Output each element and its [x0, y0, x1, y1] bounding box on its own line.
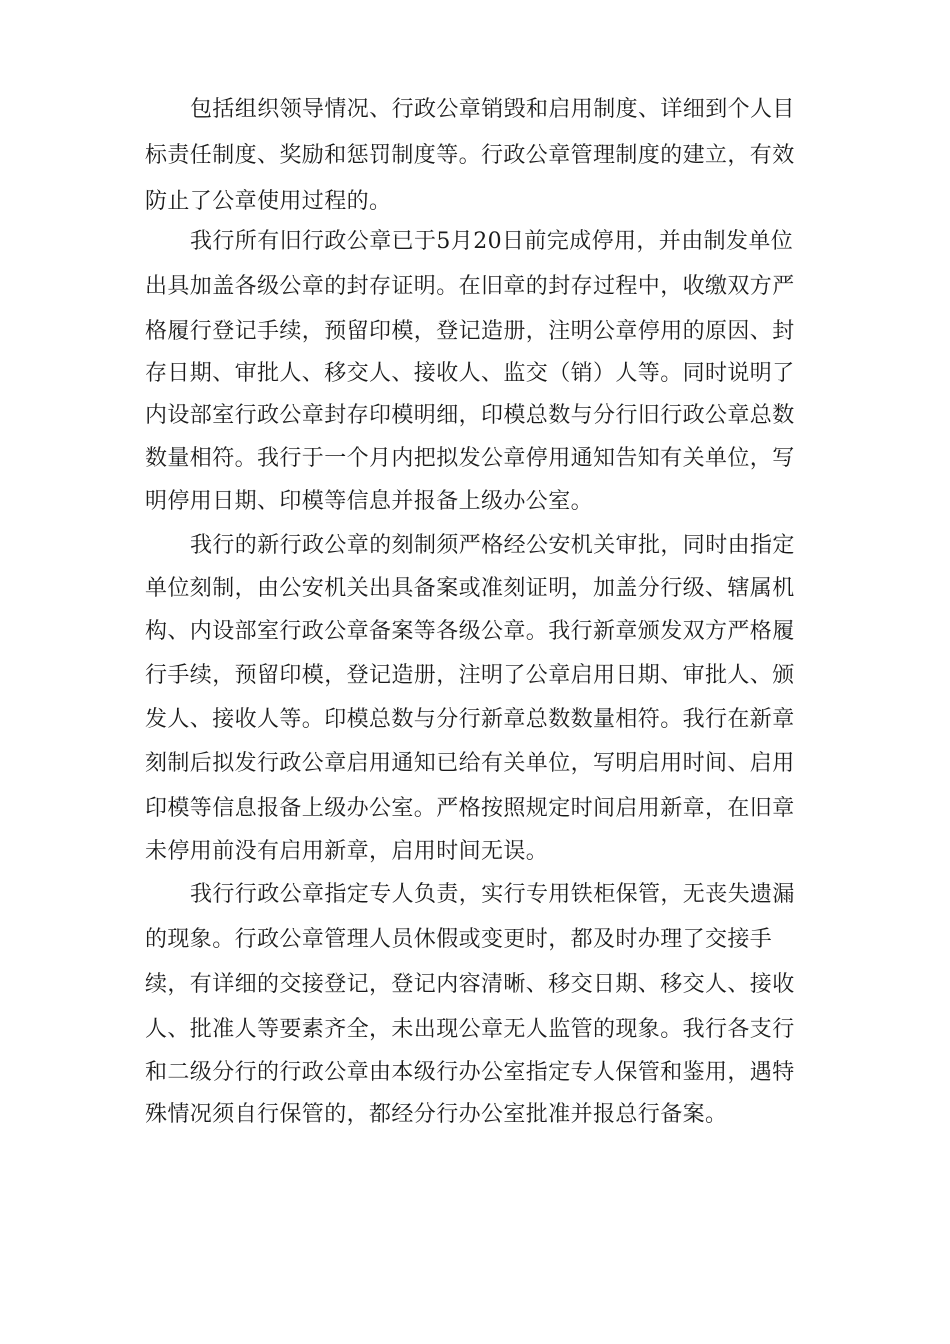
text-line: 构、内设部室行政公章备案等各级公章。我行新章颁发双方严格履 — [145, 619, 795, 644]
text-line: 印模等信息报备上级办公室。严格按照规定时间启用新章，在旧章 — [145, 796, 795, 821]
text-line: 未停用前没有启用新章，启用时间无误。 — [145, 839, 549, 864]
text-line: 殊情况须自行保管的，都经分行办公室批准并报总行备案。 — [145, 1102, 728, 1127]
text-line: 防止了公章使用过程的。 — [145, 189, 392, 214]
text-line: 行手续，预留印模，登记造册，注明了公章启用日期、审批人、颁 — [145, 663, 795, 688]
text-line: 我行所有旧行政公章已于5月20日前完成停用，并由制发单位 — [190, 229, 794, 254]
text-line: 我行的新行政公章的刻制须严格经公安机关审批，同时由指定 — [190, 533, 795, 558]
text-line: 续，有详细的交接登记，登记内容清晰、移交日期、移交人、接收 — [145, 972, 795, 997]
text-line: 明停用日期、印模等信息并报备上级办公室。 — [145, 489, 594, 514]
text-line: 格履行登记手续，预留印模，登记造册，注明公章停用的原因、封 — [145, 319, 795, 344]
text-line: 人、批准人等要素齐全，未出现公章无人监管的现象。我行各支行 — [145, 1017, 795, 1042]
text-line: 数量相符。我行于一个月内把拟发公章停用通知告知有关单位，写 — [145, 446, 795, 471]
text-line: 内设部室行政公章封存印模明细，印模总数与分行旧行政公章总数 — [145, 403, 795, 428]
text-line: 包括组织领导情况、行政公章销毁和启用制度、详细到个人目 — [190, 97, 795, 122]
text-line: 存日期、审批人、移交人、接收人、监交（销）人等。同时说明了 — [145, 361, 795, 386]
text-line: 刻制后拟发行政公章启用通知已给有关单位，写明启用时间、启用 — [145, 751, 795, 776]
text-line: 发人、接收人等。印模总数与分行新章总数数量相符。我行在新章 — [145, 707, 795, 732]
text-line: 单位刻制，由公安机关出具备案或准刻证明，加盖分行级、辖属机 — [145, 576, 795, 601]
text-line: 标责任制度、奖励和惩罚制度等。行政公章管理制度的建立，有效 — [145, 143, 795, 168]
text-line: 我行行政公章指定专人负责，实行专用铁柜保管，无丧失遗漏 — [190, 882, 795, 907]
text-line: 出具加盖各级公章的封存证明。在旧章的封存过程中，收缴双方严 — [145, 274, 795, 299]
text-line: 的现象。行政公章管理人员休假或变更时，都及时办理了交接手 — [145, 927, 773, 952]
text-line: 和二级分行的行政公章由本级行办公室指定专人保管和鉴用，遇特 — [145, 1060, 795, 1085]
